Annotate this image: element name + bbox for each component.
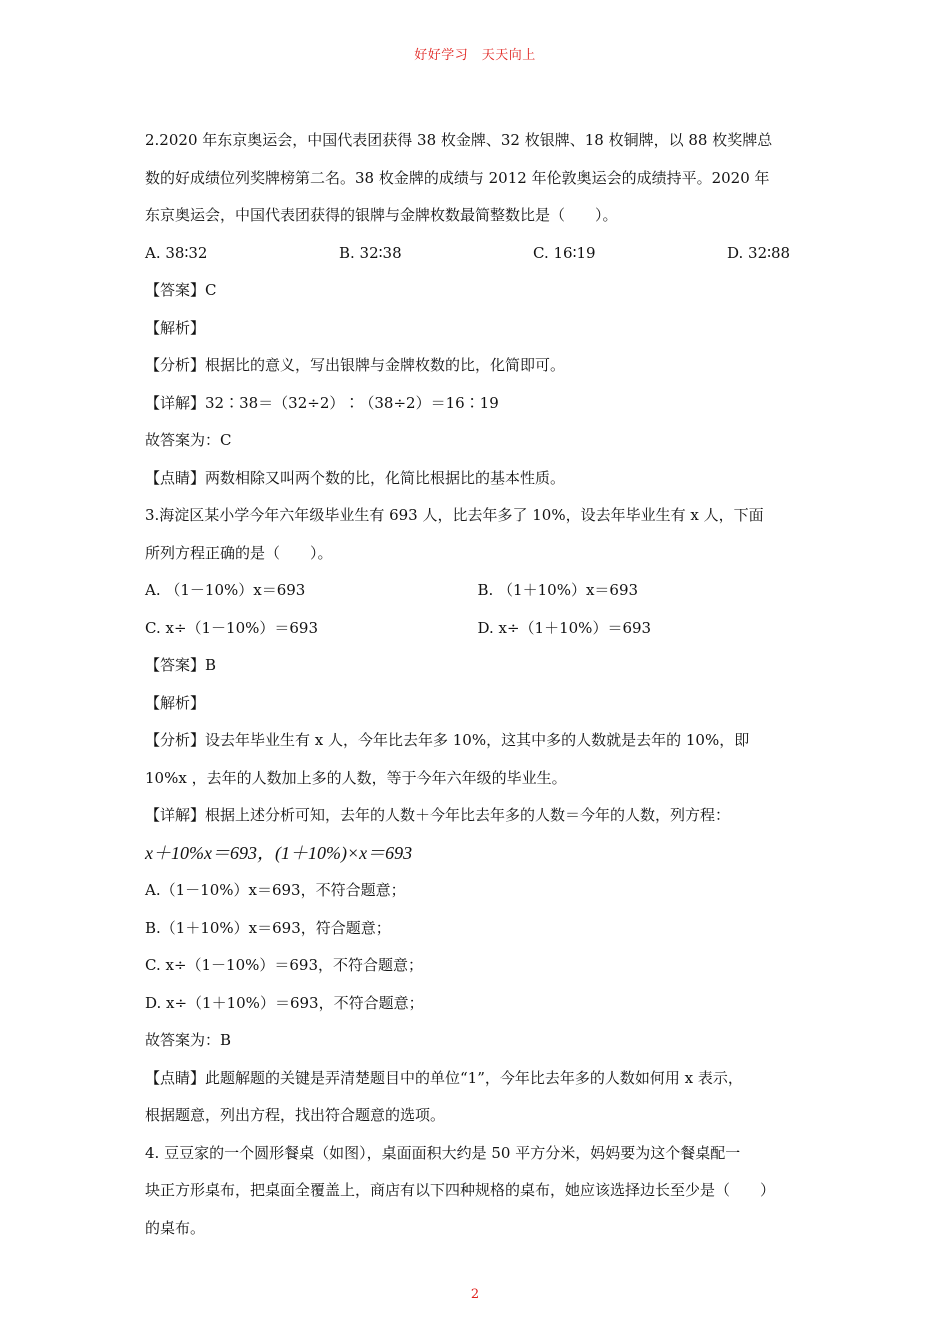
q3-xiangjie: 【详解】根据上述分析可知，去年的人数＋今年比去年多的人数＝今年的人数，列方程： — [145, 806, 731, 824]
q2-xiangjie: 【详解】32∶38＝（32÷2）∶（38÷2）＝16∶19 — [145, 393, 499, 412]
q3-options-row-2 — [145, 610, 810, 648]
q3-fenxi-line-1: 【分析】设去年毕业生有 x 人，今年比去年多 10%，这其中多的人数就是去年的 10%，即 — [145, 731, 750, 749]
q3-check-b: B.（1＋10%）x＝693，符合题意； — [145, 918, 391, 937]
page-header: 好好学习 天天向上 — [414, 48, 536, 63]
q3-answer: 【答案】B — [145, 656, 217, 674]
q2-options — [145, 235, 810, 273]
q3-options-row-1 — [145, 572, 810, 610]
q3-option-a: A. （1－10%）x＝693 — [145, 581, 306, 599]
q2-option-a: A. 38∶32 — [145, 243, 208, 262]
q3-option-c: C. x÷（1－10%）＝693 — [145, 618, 319, 637]
q2-stem-line-1: 2.2020 年东京奥运会，中国代表团获得 38 枚金牌、32 枚银牌、18 枚铜牌，以 88 枚奖牌总 — [145, 131, 773, 149]
q2-stem-line-2: 数的好成绩位列奖牌榜第二名。38 枚金牌的成绩与 2012 年伦敦奥运会的成绩持平。2020 年 — [145, 168, 770, 187]
q4-stem-line-1: 4. 豆豆家的一个圆形餐桌（如图），桌面面积大约是 50 平方分米，妈妈要为这个餐桌配一 — [145, 1143, 741, 1162]
q3-conclusion: 故答案为：B — [145, 1031, 232, 1049]
q4-stem-line-3: 的桌布。 — [145, 1218, 206, 1237]
q4-stem-line-2: 块正方形桌布，把桌面全覆盖上，商店有以下四种规格的桌布，她应该选择边长至少是（ ） — [145, 1181, 776, 1199]
q3-dianjing-line-1: 【点睛】此题解题的关键是弄清楚题目中的单位“1”，今年比去年多的人数如何用 x 表示， — [145, 1068, 743, 1087]
document-body — [145, 122, 810, 1247]
q2-fenxi: 【分析】根据比的意义，写出银牌与金牌枚数的比，化简即可。 — [145, 356, 566, 374]
q3-check-d: D. x÷（1＋10%）＝693，不符合题意； — [145, 993, 424, 1012]
q2-answer: 【答案】C — [145, 281, 217, 299]
q2-dianjing: 【点睛】两数相除又叫两个数的比，化简比根据比的基本性质。 — [145, 468, 566, 487]
q2-stem-line-3: 东京奥运会，中国代表团获得的银牌与金牌枚数最简整数比是（ ）。 — [145, 206, 618, 224]
q3-option-b: B. （1＋10%）x＝693 — [477, 581, 639, 599]
q2-analysis-label: 【解析】 — [145, 318, 206, 337]
q3-check-a: A.（1－10%）x＝693，不符合题意； — [145, 881, 406, 899]
q3-option-d: D. x÷（1＋10%）＝693 — [477, 618, 652, 637]
page-number: 2 — [470, 1287, 480, 1302]
q3-analysis-label: 【解析】 — [145, 693, 206, 712]
q2-option-b: B. 32∶38 — [339, 243, 402, 262]
q2-option-d: D. 32∶88 — [727, 243, 791, 262]
q3-fenxi-line-2: 10%x ，去年的人数加上多的人数，等于今年六年级的毕业生。 — [145, 768, 567, 787]
q3-stem-line-1: 3.海淀区某小学今年六年级毕业生有 693 人，比去年多了 10%，设去年毕业生有 x 人，下面 — [145, 506, 764, 524]
q2-option-c: C. 16∶19 — [533, 243, 596, 262]
q3-check-c: C. x÷（1－10%）＝693，不符合题意； — [145, 956, 424, 974]
q3-equation: x＋10%x＝693，(1＋10%)×x＝693 — [145, 842, 413, 863]
q3-dianjing-line-2: 根据题意，列出方程，找出符合题意的选项。 — [145, 1106, 446, 1124]
q2-conclusion: 故答案为：C — [145, 431, 232, 449]
q3-stem-line-2: 所列方程正确的是（ ）。 — [145, 543, 333, 562]
